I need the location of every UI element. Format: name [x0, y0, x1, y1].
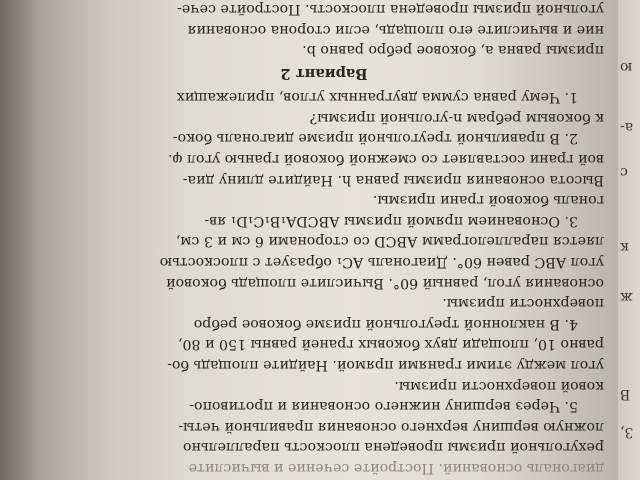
margin-fragment: а- [620, 119, 634, 135]
text-line: Высота основания призмы равна h. Найдите длину диа- [182, 171, 604, 188]
variant-heading: Вариант 2 [280, 64, 368, 82]
problem-3-start: 3. Основанием прямой призмы ABCDA₁B₁C₁D₁ яв- [204, 212, 578, 229]
text-line: ложную вершину верхнего основания правильной четы- [178, 418, 604, 435]
text-line: угол ABC равен 60°. Диагональ AC₁ образует с плоскостью [159, 254, 604, 271]
text-line: ковой поверхности призмы. [394, 377, 604, 394]
margin-fragment: ю [620, 59, 633, 75]
text-line: ляется параллелограмм ABCD со сторонами 6 см и 3 см, [175, 233, 604, 250]
facing-page-fragments [618, 0, 640, 480]
book-spine-shadow [0, 0, 40, 480]
textbook-page [40, 0, 618, 480]
text-line: основания угол, равный 60°. Вычислите площадь боковой [166, 274, 604, 291]
text-line: поверхности призмы. [442, 295, 604, 312]
problem-5-start: 5. Через вершину нижнего основания и противопо- [189, 398, 578, 415]
margin-fragment: В [620, 386, 631, 402]
text-line: гональ боковой грани призмы. [372, 192, 604, 209]
text-line: равно 10, площади двух боковых граней равны 150 и 80, [177, 336, 604, 353]
page-text [44, 0, 604, 478]
problem-1-start: 1. Чему равна сумма двугранных углов, прилежащих [176, 89, 578, 106]
margin-fragment: к [620, 239, 629, 255]
problem-4-start: 4. В наклонной треугольной призме боковое ребро [193, 315, 578, 332]
problem-2-start: 2. В правильной треугольной призме диагональ боко- [172, 130, 578, 147]
text-line: диагональ оснований. Постройте сечение и вычислите [188, 460, 604, 476]
text-line: рехугольной призмы проведена плоскость параллельно [182, 439, 604, 456]
text-line: ние и вычислите его площадь, если сторона основания [187, 21, 604, 38]
text-line: призмы равна a, боковое ребро равно b. [302, 42, 604, 59]
text-line: вой грани составляет со смежной боковой гранью угол φ. [167, 151, 604, 168]
text-line: угольной призмы проведена плоскость. Постройте сече- [177, 0, 604, 17]
margin-fragment: с [620, 164, 628, 180]
margin-fragment: 3, [620, 424, 634, 440]
margin-fragment: ж [620, 289, 633, 305]
text-line: угол между этими гранями прямой. Найдите площадь бо- [167, 357, 604, 374]
text-line: к боковым ребрам n-угольной призмы? [309, 109, 604, 126]
